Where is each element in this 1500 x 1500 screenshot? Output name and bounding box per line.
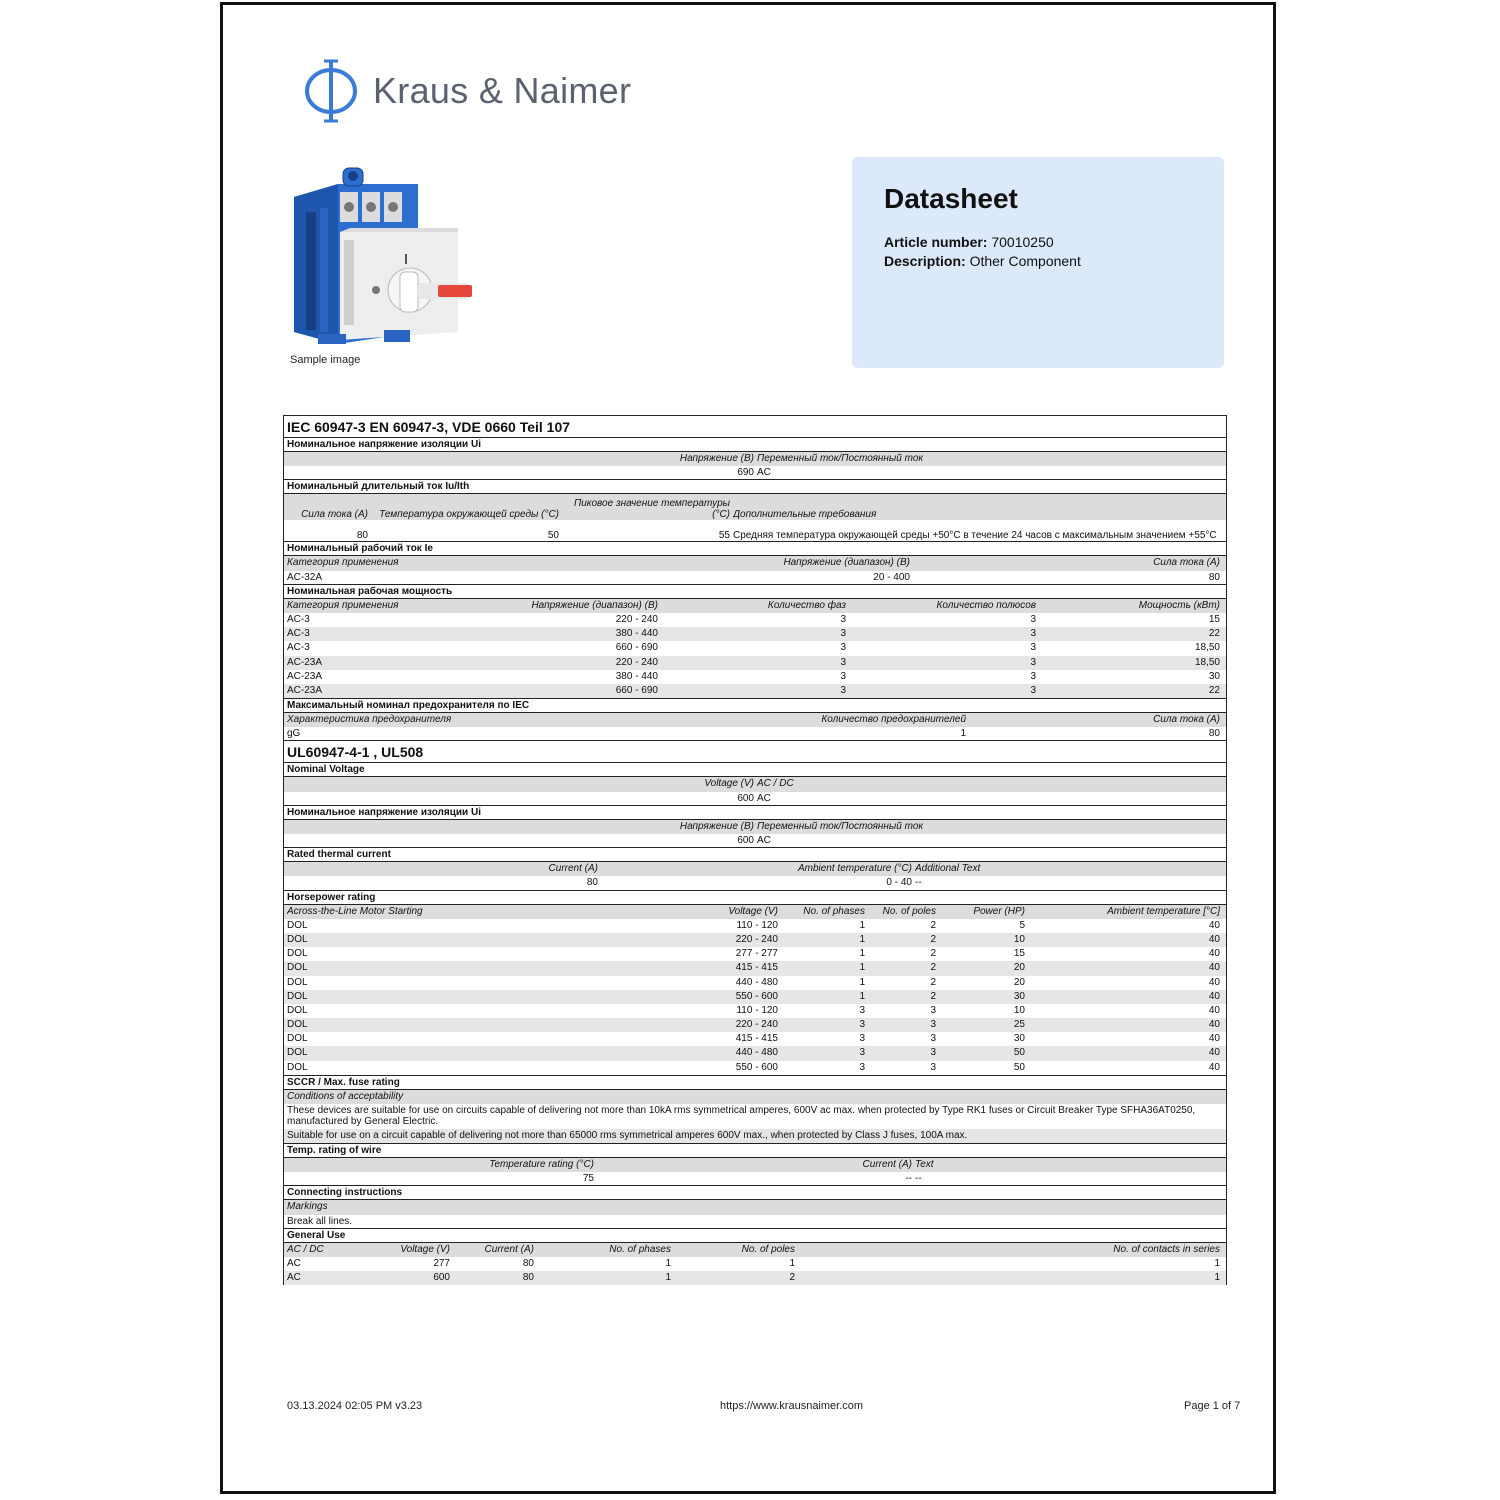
header-cell: Напряжение (В) [679, 820, 754, 832]
cell: 40 [1208, 919, 1220, 931]
footer-url[interactable]: https://www.krausnaimer.com [720, 1400, 864, 1412]
cell: 50 [1013, 1047, 1025, 1059]
cell: 690 [737, 467, 754, 479]
header-cell: Сила тока (А) [1153, 557, 1220, 569]
description-label: Description: [884, 253, 966, 269]
header-cell: AC / DC [757, 778, 794, 790]
cell: 25 [1013, 1019, 1025, 1031]
cell: 600 [737, 835, 754, 846]
phi-logo-icon [303, 58, 359, 124]
cell: 50 [547, 530, 559, 542]
header-cell: Количество фаз [767, 599, 846, 611]
header-cell: Напряжение (В) [679, 453, 754, 464]
table-header [284, 777, 1226, 791]
table-header [284, 1158, 1226, 1172]
cell: 600 [737, 792, 754, 804]
cell: 10 [1013, 1004, 1025, 1016]
table-row [284, 1032, 1226, 1046]
cell: 1 [665, 1272, 671, 1284]
table-header [284, 905, 1226, 919]
cell: 1 [789, 1257, 795, 1269]
cell: 660 - 690 [615, 684, 658, 696]
cell: 40 [1208, 1033, 1220, 1045]
cell: 2 [930, 933, 936, 945]
header-cell: Напряжение (диапазон) (В) [783, 557, 910, 569]
cell: 2 [930, 990, 936, 1002]
cell: 3 [930, 1033, 936, 1045]
section-title: Максимальный номинал предохранителя по IEC [284, 699, 1226, 713]
product-image [288, 162, 478, 347]
cell: 50 [1013, 1061, 1025, 1073]
section-title: Номинальное напряжение изоляции Ui [284, 806, 1226, 820]
cell: 2 [789, 1272, 795, 1284]
cell: 3 [840, 670, 846, 682]
cell: 40 [1208, 976, 1220, 988]
cell: 80 [356, 530, 368, 542]
cell: DOL [287, 919, 308, 931]
table-header [284, 862, 1226, 876]
cell: 40 [1208, 1061, 1220, 1073]
cell: 15 [1013, 948, 1025, 960]
cell: AC-3 [287, 628, 310, 640]
cell: 80 [1208, 728, 1220, 740]
cell: 3 [859, 1047, 865, 1059]
section-title: SCCR / Max. fuse rating [284, 1076, 1226, 1090]
cell: 15 [1208, 613, 1220, 625]
header-cell: Voltage (V) [704, 778, 754, 790]
header-cell: Text [915, 1159, 934, 1170]
section-title: Rated thermal current [284, 848, 1226, 862]
header-cell: Переменный ток/Постоянный ток [757, 453, 924, 464]
horsepower-rows [284, 919, 1226, 1076]
header-cell: Markings [287, 1201, 328, 1213]
cell: 3 [840, 684, 846, 696]
header-cell: Температура окружающей среды (°C) [379, 509, 559, 521]
cell: 40 [1208, 1019, 1220, 1031]
cell: AC-23A [287, 670, 323, 682]
cell: 80 [586, 877, 598, 889]
cell: 3 [1030, 684, 1036, 696]
table-row [284, 1257, 1226, 1271]
footer-timestamp: 03.13.2024 02:05 PM v3.23 [287, 1400, 423, 1412]
sccr-line: These devices are suitable for use on circuits capable of delivering not more than 10kA rms symmetrical amperes, 600V ac max. when protected by Type RK1 fuses or Circuit Breaker Type SFHA36AT0250, manufactured by General Electric. [287, 1105, 1196, 1127]
header-cell: No. of poles [741, 1243, 795, 1255]
header-cell: Переменный ток/Постоянный ток [757, 820, 924, 832]
header-cell: No. of contacts in series [1113, 1243, 1220, 1255]
cell: 277 - 277 [735, 948, 778, 960]
cell: 550 - 600 [735, 1061, 778, 1073]
header-cell: No. of phases [803, 905, 865, 917]
cell: 1 [1214, 1272, 1220, 1284]
section-title: Номинальный рабочий ток Ie [284, 542, 1226, 556]
cell: 1 [859, 976, 865, 988]
header-cell: Дополнительные требования [733, 509, 877, 521]
cell: 20 [1013, 962, 1025, 974]
cell: 20 [1013, 976, 1025, 988]
cell: 3 [1030, 613, 1036, 625]
cell: 0 - 40 [886, 877, 912, 889]
cell: 30 [1013, 1033, 1025, 1045]
datasheet-title: Datasheet [884, 183, 1018, 214]
cell: 18,50 [1194, 642, 1220, 654]
cell: 380 - 440 [615, 670, 658, 682]
cell: 3 [1030, 628, 1036, 640]
table-row [284, 792, 1226, 806]
description [884, 252, 1192, 271]
cell: 40 [1208, 1047, 1220, 1059]
table-row [284, 990, 1226, 1004]
cell: 220 - 240 [615, 656, 658, 668]
table-header [284, 713, 1226, 727]
header-cell: Ambient temperature [°C] [1107, 905, 1220, 917]
cell: 110 - 120 [736, 919, 778, 931]
table-row [284, 613, 1226, 627]
cell: 1 [1214, 1257, 1220, 1269]
cell: 80 [1208, 571, 1220, 583]
power-rows [284, 613, 1226, 699]
cell: 110 - 120 [736, 1004, 778, 1016]
sccr-line: Suitable for use on a circuit capable of delivering not more than 65000 rms symmetrical amperes 600V max., when protected by Class J fuses, 100A max. [284, 1129, 1226, 1144]
cell: 220 - 240 [615, 613, 658, 625]
cell: AC [757, 835, 771, 846]
cell: 3 [930, 1061, 936, 1073]
cell: 55 [718, 530, 730, 542]
cell: 277 [433, 1257, 450, 1269]
table-row [284, 976, 1226, 990]
table-row [284, 1215, 1226, 1229]
cell: DOL [287, 1019, 308, 1031]
header-cell: No. of poles [882, 905, 936, 917]
cell: DOL [287, 1004, 308, 1016]
cell: 415 - 415 [735, 1033, 778, 1045]
header-cell: Current (A) [484, 1243, 534, 1255]
cell: 3 [930, 1047, 936, 1059]
cell: 3 [840, 628, 846, 640]
cell: 30 [1208, 670, 1220, 682]
table-row [284, 834, 1226, 848]
section-title: Connecting instructions [284, 1186, 1226, 1200]
description-value: Other Component [969, 253, 1081, 269]
article-number-label: Article number: [884, 234, 988, 250]
header-cell: Across-the-Line Motor Starting [287, 905, 423, 917]
table-header [284, 452, 1226, 466]
header-cell: Сила тока (А) [1153, 714, 1220, 726]
cell: 22 [1208, 628, 1220, 640]
cell: 40 [1208, 1004, 1220, 1016]
table-header [284, 494, 1226, 520]
section-title: Номинальное напряжение изоляции Ui [284, 438, 1226, 452]
section-title: Номинальный длительный ток Iu/Ith [284, 480, 1226, 494]
cell: AC [757, 792, 771, 804]
table-header [284, 556, 1226, 570]
cell: 2 [930, 962, 936, 974]
header-cell: Количество полюсов [936, 599, 1036, 611]
cell: 3 [859, 1061, 865, 1073]
header-cell: Напряжение (диапазон) (В) [531, 599, 658, 611]
table-row [284, 1271, 1226, 1285]
cell: 3 [1030, 656, 1036, 668]
table-row [284, 1061, 1226, 1075]
cell: 550 - 600 [735, 990, 778, 1002]
cell: 380 - 440 [615, 628, 658, 640]
cell: 20 - 400 [873, 571, 910, 583]
cell: 3 [840, 656, 846, 668]
header-cell: Voltage (V) [400, 1243, 450, 1255]
header-cell: Ambient temperature (°C) [797, 863, 912, 875]
table-row [284, 933, 1226, 947]
cell: AC-32A [287, 571, 323, 583]
cell: DOL [287, 976, 308, 988]
cell: DOL [287, 1033, 308, 1045]
sample-image-caption: Sample image [290, 354, 361, 366]
section-title: General Use [284, 1229, 1226, 1243]
cell: 3 [840, 642, 846, 654]
table-row [284, 947, 1226, 961]
header-cell: Current (A) [862, 1159, 912, 1170]
cell: 440 - 480 [735, 976, 778, 988]
header-cell: Power (HP) [973, 905, 1025, 917]
brand-name: Kraus & Naimer [373, 70, 632, 111]
cell: AC-3 [287, 642, 310, 654]
general-use-rows [284, 1257, 1226, 1285]
table-row [284, 1046, 1226, 1060]
cell: 1 [859, 933, 865, 945]
cell: 600 [433, 1272, 450, 1284]
table-row [284, 876, 1226, 890]
cell: -- [915, 1173, 922, 1185]
cell: 1 [665, 1257, 671, 1269]
header-cell: Current (A) [548, 863, 598, 875]
cell: 3 [859, 1033, 865, 1045]
cell: DOL [287, 990, 308, 1002]
cell: DOL [287, 962, 308, 974]
article-number [884, 233, 1192, 252]
cell: 1 [859, 990, 865, 1002]
cell: 3 [859, 1004, 865, 1016]
table-row [284, 571, 1226, 585]
header-cell: Temperature rating (°C) [489, 1159, 594, 1170]
cell: 18,50 [1194, 656, 1220, 668]
cell: -- [905, 1173, 912, 1185]
table-header [284, 1243, 1226, 1257]
cell: 75 [582, 1173, 594, 1185]
header-cell: Мощность (кВт) [1138, 599, 1220, 611]
cell: AC [287, 1257, 301, 1269]
cell: gG [287, 728, 301, 740]
cell: 660 - 690 [615, 642, 658, 654]
cell: AC [287, 1272, 301, 1284]
table-row [284, 684, 1226, 698]
cell: 3 [1030, 642, 1036, 654]
cell: 3 [859, 1019, 865, 1031]
header-cell: AC / DC [287, 1243, 324, 1255]
iec-standard-title: IEC 60947-3 EN 60947-3, VDE 0660 Teil 107 [284, 416, 1226, 438]
table-row [284, 656, 1226, 670]
cell: 80 [522, 1272, 534, 1284]
table-row [284, 1004, 1226, 1018]
cell: 2 [930, 919, 936, 931]
cell: 40 [1208, 990, 1220, 1002]
table-row [284, 727, 1226, 741]
cell: DOL [287, 933, 308, 945]
header-cell: Пиковое значение температуры (°C) [573, 498, 730, 521]
section-title: Horsepower rating [284, 891, 1226, 905]
header-cell: Conditions of acceptability [287, 1090, 404, 1102]
cell: 40 [1208, 933, 1220, 945]
datasheet-info-box [852, 157, 1224, 368]
header-cell: Additional Text [915, 863, 981, 875]
spec-table [283, 415, 1227, 1285]
table-row [284, 919, 1226, 933]
cell: 30 [1013, 990, 1025, 1002]
header-cell: Voltage (V) [728, 905, 778, 917]
header-cell: Характеристика предохранителя [287, 714, 452, 726]
cell: Средняя температура окружающей среды +50°C в течение 24 часов с максимальным значением +55°C [733, 530, 1217, 542]
cell: 220 - 240 [735, 933, 778, 945]
article-number-value: 70010250 [991, 234, 1054, 250]
table-header [284, 1090, 1226, 1104]
cell: 10 [1013, 933, 1025, 945]
cell: Break all lines. [287, 1215, 353, 1227]
cell: 40 [1208, 962, 1220, 974]
cell: DOL [287, 1047, 308, 1059]
section-title: Nominal Voltage [284, 763, 1226, 777]
cell: 3 [930, 1004, 936, 1016]
cell: 5 [1019, 919, 1025, 931]
header-cell: Количество предохранителей [821, 714, 966, 726]
cell: 1 [859, 919, 865, 931]
ul-standard-title: UL60947-4-1 , UL508 [284, 741, 1226, 763]
section-title: Temp. rating of wire [284, 1144, 1226, 1158]
cell: 1 [859, 962, 865, 974]
cell: 3 [840, 613, 846, 625]
table-row [284, 1172, 1226, 1186]
cell: 1 [960, 728, 966, 740]
section-title: Номинальная рабочая мощность [284, 585, 1226, 599]
cell: 40 [1208, 948, 1220, 960]
cell: 3 [930, 1019, 936, 1031]
cell: AC [757, 467, 771, 479]
table-row [284, 520, 1226, 542]
table-row [284, 466, 1226, 480]
table-row [284, 641, 1226, 655]
table-row [284, 1018, 1226, 1032]
cell: DOL [287, 1061, 308, 1073]
table-row [284, 961, 1226, 975]
cell: 3 [1030, 670, 1036, 682]
header-cell: Категория применения [287, 599, 399, 611]
cell: -- [915, 877, 922, 889]
cell: AC-23A [287, 684, 323, 696]
cell: 1 [859, 948, 865, 960]
table-row [284, 627, 1226, 641]
cell: 22 [1208, 684, 1220, 696]
brand-logo [303, 57, 631, 125]
cell: 415 - 415 [735, 962, 778, 974]
table-header [284, 599, 1226, 613]
cell: AC-3 [287, 613, 310, 625]
header-cell: Сила тока (А) [301, 509, 368, 521]
cell: DOL [287, 948, 308, 960]
header-cell: No. of phases [609, 1243, 671, 1255]
cell: 220 - 240 [735, 1019, 778, 1031]
cell: 440 - 480 [735, 1047, 778, 1059]
table-row [284, 670, 1226, 684]
cell: 80 [522, 1257, 534, 1269]
table-header [284, 820, 1226, 834]
cell: AC-23A [287, 656, 323, 668]
header-cell: Категория применения [287, 557, 399, 569]
cell: 2 [930, 976, 936, 988]
footer-page-number: Page 1 of 7 [1184, 1400, 1241, 1412]
table-header [284, 1200, 1226, 1214]
cell: 2 [930, 948, 936, 960]
